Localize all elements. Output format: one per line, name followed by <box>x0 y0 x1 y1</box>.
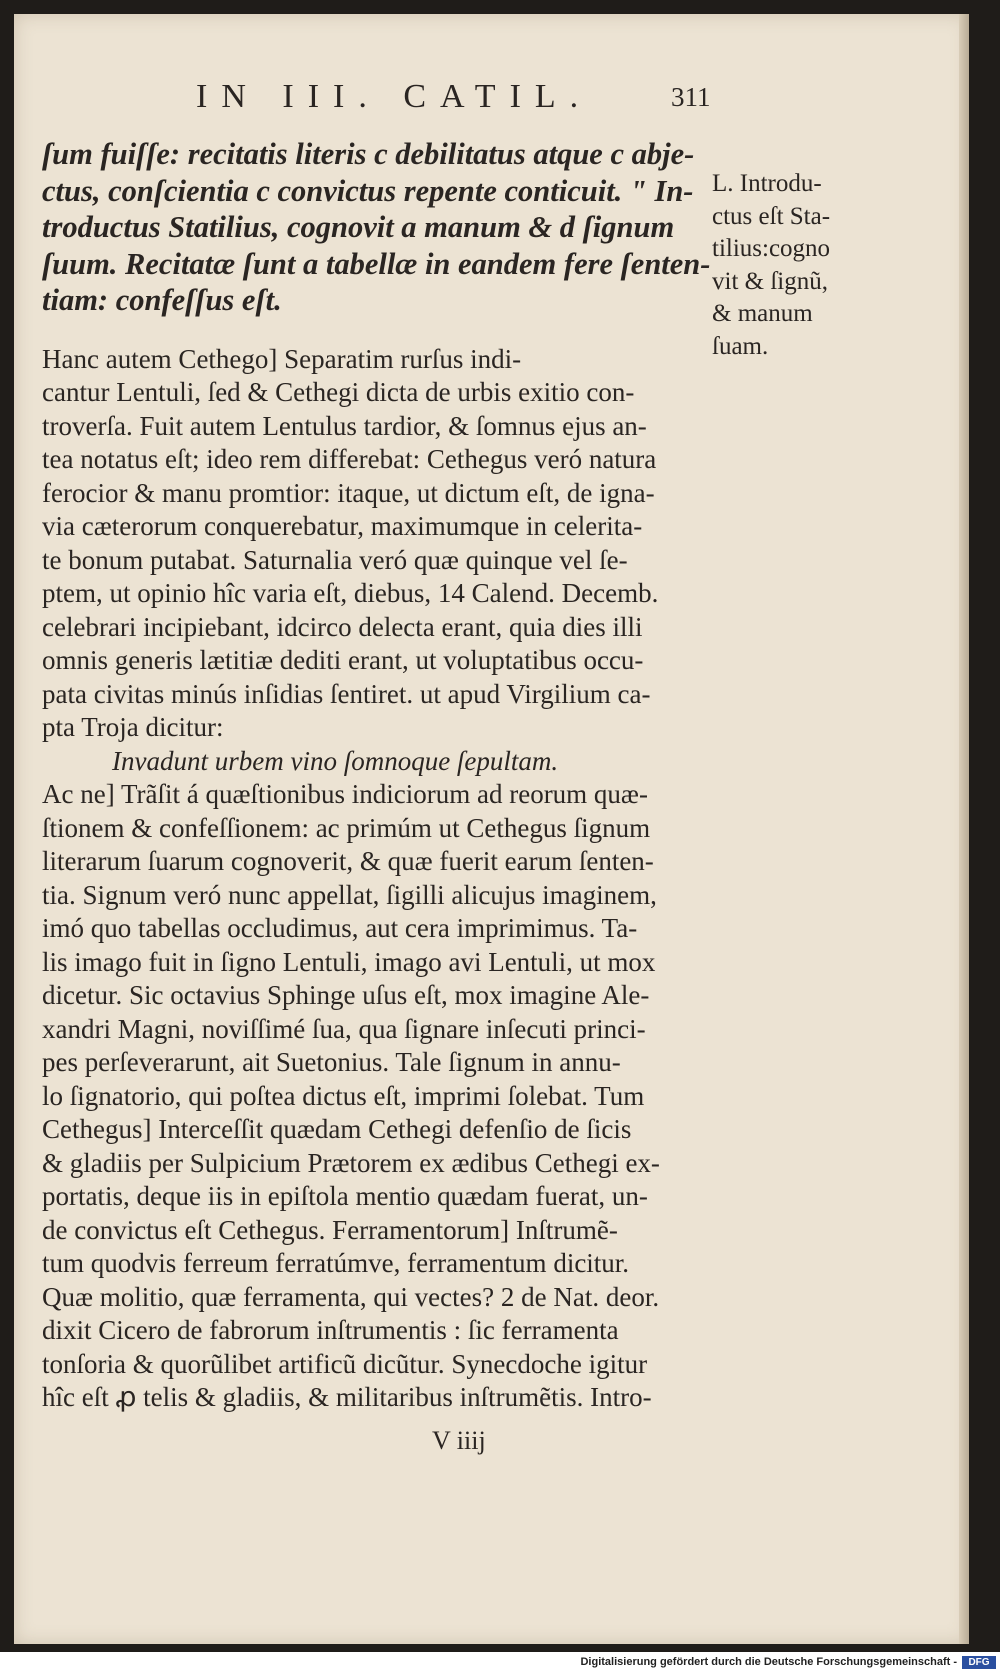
commentary-line: omnis generis lætitiæ dediti erant, ut voluptatibus occu- <box>42 645 644 676</box>
margin-note-line: vit & ſignũ, <box>712 267 828 295</box>
footer-credit: Digitalisierung gefördert durch die Deutsche Forschungsgemeinschaft - <box>580 1656 957 1668</box>
commentary-line: literarum ſuarum cognoverit, & quæ fuerit earum ſenten- <box>42 846 654 877</box>
quote-line: ctus, conſcientia c convictus repente conticuit. " In- <box>42 173 694 208</box>
commentary-line: de convictus eſt Cethegus. Ferramentorum] Inſtrumẽ- <box>42 1214 618 1245</box>
quote-line: tiam: confeſſus eſt. <box>42 283 282 318</box>
commentary-line: tonſoria & quorũlibet artificũ dicũtur. Synecdoche igitur <box>42 1348 648 1379</box>
quote-line: ſuum. Recitatæ ſunt a tabellæ in eandem fere ſenten- <box>42 246 711 281</box>
commentary-line: tea notatus eſt; ideo rem differebat: Cethegus veró natura <box>42 444 657 475</box>
dfg-logo: DFG <box>962 1656 996 1669</box>
signature-mark: V iiij <box>432 1426 486 1455</box>
quote-line: ſum fuiſſe: recitatis literis c debilitatus atque c abje- <box>42 137 695 171</box>
main-text-column <box>42 136 712 1415</box>
commentary-line: dicetur. Sic octavius Sphinge uſus eſt, mox imagine Ale- <box>42 980 650 1011</box>
quoted-passage <box>42 136 712 319</box>
commentary-line: dixit Cicero de fabrorum inſtrumentis : ſic ferramenta <box>42 1315 619 1346</box>
commentary-line: tum quodvis ferreum ferratúmve, ferramentum dicitur. <box>42 1248 630 1279</box>
commentary-line: tia. Signum veró nunc appellat, ſigilli alicujus imaginem, <box>42 879 657 910</box>
commentary-line: hîc eſt ꝓ telis & gladiis, & militaribus inſtrumẽtis. Intro- <box>42 1382 652 1413</box>
quote-line: troductus Statilius, cognovit a manum & d ſignum <box>42 210 675 245</box>
margin-note-line: & manum <box>712 300 813 327</box>
commentary-line: ſtionem & confeſſionem: ac primúm ut Cethegus ſignum <box>42 812 651 843</box>
marginal-note <box>712 168 892 363</box>
commentary-line: lo ſignatorio, qui poſtea dictus eſt, imprimi ſolebat. Tum <box>42 1080 645 1111</box>
commentary-line: pes perſeverarunt, ait Suetonius. Tale ſignum in annu- <box>42 1047 621 1078</box>
commentary-line: ptem, ut opinio hîc varia eſt, diebus, 14 Calend. Decemb. <box>42 578 659 609</box>
digitization-footer <box>0 1652 1000 1674</box>
margin-note-line: ſuam. <box>712 332 769 360</box>
commentary-line: celebrari incipiebant, idcirco delecta erant, quia dies illi <box>42 611 643 642</box>
commentary-line: cantur Lentuli, ſed & Cethegi dicta de urbis exitio con- <box>42 377 635 408</box>
commentary-line: Quæ molitio, quæ ferramenta, qui vectes? 2 de Nat. deor. <box>42 1281 660 1312</box>
margin-note-line: L. Introdu- <box>712 170 822 197</box>
commentary-line: Cethegus] Interceſſit quædam Cethegi defenſio de ſicis <box>42 1114 632 1145</box>
commentary-line: via cæterorum conquerebatur, maximumque in celerita- <box>42 511 643 542</box>
commentary-line: ferocior & manu promtior: itaque, ut dictum eſt, de igna- <box>42 477 655 508</box>
commentary-line: lis imago fuit in ſigno Lentuli, imago avi Lentuli, ut mox <box>42 946 656 977</box>
page-edge <box>959 14 969 1644</box>
commentary-line: troverſa. Fuit autem Lentulus tardior, & ſomnus ejus an- <box>42 410 647 441</box>
running-title: IN III. CATIL. <box>196 78 593 115</box>
commentary-text <box>42 343 712 1415</box>
commentary-line: xandri Magni, noviſſimé ſua, qua ſignare inſecuti princi- <box>42 1013 646 1044</box>
commentary-line: te bonum putabat. Saturnalia veró quæ quinque vel ſe- <box>42 544 628 575</box>
commentary-line: pata civitas minús inſidias ſentiret. ut apud Virgilium ca- <box>42 678 651 709</box>
commentary-line: Hanc autem Cethego] Separatim rurſus indi- <box>42 343 522 374</box>
margin-note-line: ctus eſt Sta- <box>712 202 831 230</box>
verse-quotation: Invadunt urbem vino ſomnoque ſepultam. <box>112 745 559 776</box>
margin-note-line: tilius:cogno <box>712 235 831 262</box>
commentary-line: pta Troja dicitur: <box>42 712 224 743</box>
commentary-line: imó quo tabellas occludimus, aut cera imprimimus. Ta- <box>42 913 638 944</box>
commentary-line: portatis, deque iis in epiſtola mentio quædam fuerat, un- <box>42 1181 648 1212</box>
page-number: 311 <box>671 82 711 112</box>
commentary-line: & gladiis per Sulpicium Prætorem ex ædibus Cethegi ex- <box>42 1147 660 1178</box>
commentary-line: Ac ne] Trãſit á quæſtionibus indiciorum ad reorum quæ- <box>42 779 648 810</box>
